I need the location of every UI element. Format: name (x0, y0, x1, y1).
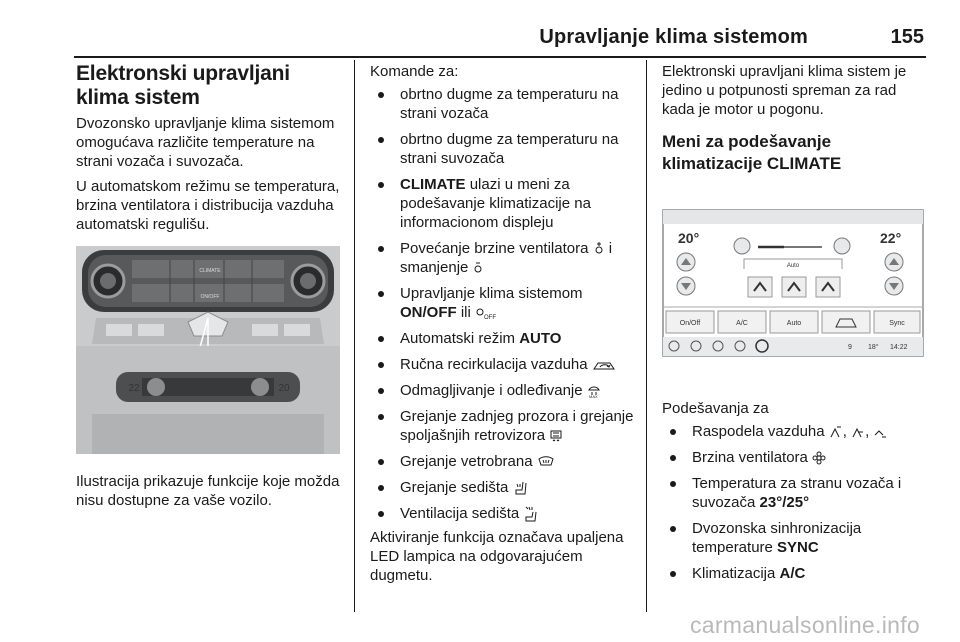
controls-list (370, 85, 636, 523)
figure-caption: Ilustracija prikazuje funkcije koje možda nisu dostupne za vaše vozilo. (76, 473, 340, 509)
list-item: Dvozonska sinhronizacija temperature SYNC (662, 519, 930, 557)
fan-minus-icon (473, 261, 483, 275)
section-heading: Elektronski upravljani klima sistem (76, 62, 290, 109)
distribution-feet-button[interactable] (816, 277, 840, 297)
console-temp-left: 22 (128, 383, 140, 394)
fan-off-icon (475, 306, 497, 320)
engine-note: Elektronski upravljani klima sistem je jedino u potpunosti spreman za rad kada je motor u pogonu. (662, 63, 907, 118)
svg-text:OFF: OFF (484, 315, 497, 321)
list-item: Ventilacija sedišta (370, 504, 636, 523)
list-item: obrtno dugme za temperaturu na strani vozača (370, 85, 636, 123)
paragraph-auto-mode: U automatskom režimu se temperatura, brzina ventilatora i distribucija vazduha automatski regulišu. (76, 178, 340, 233)
fan-plus-icon (593, 242, 605, 256)
list-item: CLIMATE ulazi u meni za podešavanje klimatizacije na informacionom displeju (370, 175, 636, 232)
status-page-indicator: 9 (848, 344, 852, 351)
settings-intro: Podešavanja za (662, 400, 769, 417)
fan-icon (812, 451, 826, 465)
screen-button[interactable] (822, 311, 870, 333)
status-time: 14:22 (890, 344, 908, 351)
fan-down-icon[interactable] (734, 238, 750, 254)
screen-temp-left: 20° (678, 230, 700, 246)
air-feet-icon (873, 425, 887, 439)
column-1 (76, 62, 344, 516)
status-outside-temp: 18° (868, 344, 879, 351)
list-item: Grejanje zadnjeg prozora i grejanje spoljašnjih retrovizora (370, 407, 636, 445)
list-item: Automatski režim AUTO (370, 329, 636, 348)
screen-button-row (666, 311, 920, 333)
seat-heat-icon (513, 480, 529, 496)
list-item: Grejanje vetrobrana (370, 452, 636, 471)
seat-ventilation-icon (523, 506, 539, 522)
list-item: Grejanje sedišta (370, 478, 636, 497)
list-item: Klimatizacija A/C (662, 564, 930, 583)
header-rule (74, 56, 926, 58)
windshield-heat-icon (537, 455, 555, 469)
svg-text:MAX: MAX (588, 394, 598, 399)
column-2 (370, 62, 636, 591)
rear-defrost-icon (549, 429, 563, 443)
settings-list (662, 422, 930, 583)
list-item: obrtno dugme za temperaturu na strani suvozača (370, 130, 636, 168)
distribution-face-button[interactable] (748, 277, 772, 297)
list-item: Brzina ventilatora (662, 448, 930, 467)
screen-button-label: Auto (786, 320, 802, 327)
screen-temp-right: 22° (880, 230, 902, 246)
climate-menu-screen (662, 209, 924, 357)
list-item: Odmagljivanje i odleđivanje MAX (370, 381, 636, 400)
watermark: carmanualsonline.info (689, 612, 920, 638)
list-item: Raspodela vazduha , , (662, 422, 930, 441)
console-temp-right: 20 (278, 383, 290, 394)
distribution-body-button[interactable] (782, 277, 806, 297)
paragraph-dual-zone: Dvozonsko upravljanje klima sistemom omogućava različite temperature na strani vozača i suvozača. (76, 115, 335, 170)
air-body-icon (851, 425, 865, 439)
screen-auto-label: Auto (786, 263, 800, 269)
climate-console-photo (76, 246, 340, 454)
air-face-icon (829, 425, 843, 439)
console-climate-label: CLIMATE (199, 268, 221, 274)
console-onoff-label: ON/OFF (200, 294, 220, 300)
page-number: 155 (890, 26, 924, 48)
column-divider-left (354, 60, 355, 612)
column-divider-right (646, 60, 647, 612)
page-header-title: Upravljanje klima sistemom (539, 26, 808, 48)
list-item: Upravljanje klima sistemom ON/OFF ili OFF (370, 284, 636, 322)
list-item: Temperatura za stranu vozača i suvozača 23°/25° (662, 474, 930, 512)
screen-button-label: A/C (736, 320, 748, 327)
climate-menu-heading: Meni za podešavanje klimatizacije CLIMATE (662, 132, 842, 173)
list-item: Povećanje brzine ventilatora i smanjenje (370, 239, 636, 277)
controls-intro: Komande za: (370, 63, 459, 80)
column-3 (662, 62, 930, 590)
defrost-max-icon (587, 384, 601, 398)
fan-up-icon[interactable] (834, 238, 850, 254)
screen-button-label: Sync (889, 320, 905, 327)
led-note: Aktiviranje funkcija označava upaljena LED lampica na odgovarajućem dugmetu. (370, 529, 624, 584)
screen-button-label: On/Off (679, 320, 701, 327)
list-item: Ručna recirkulacija vazduha (370, 355, 636, 374)
recirculation-icon (592, 358, 616, 372)
